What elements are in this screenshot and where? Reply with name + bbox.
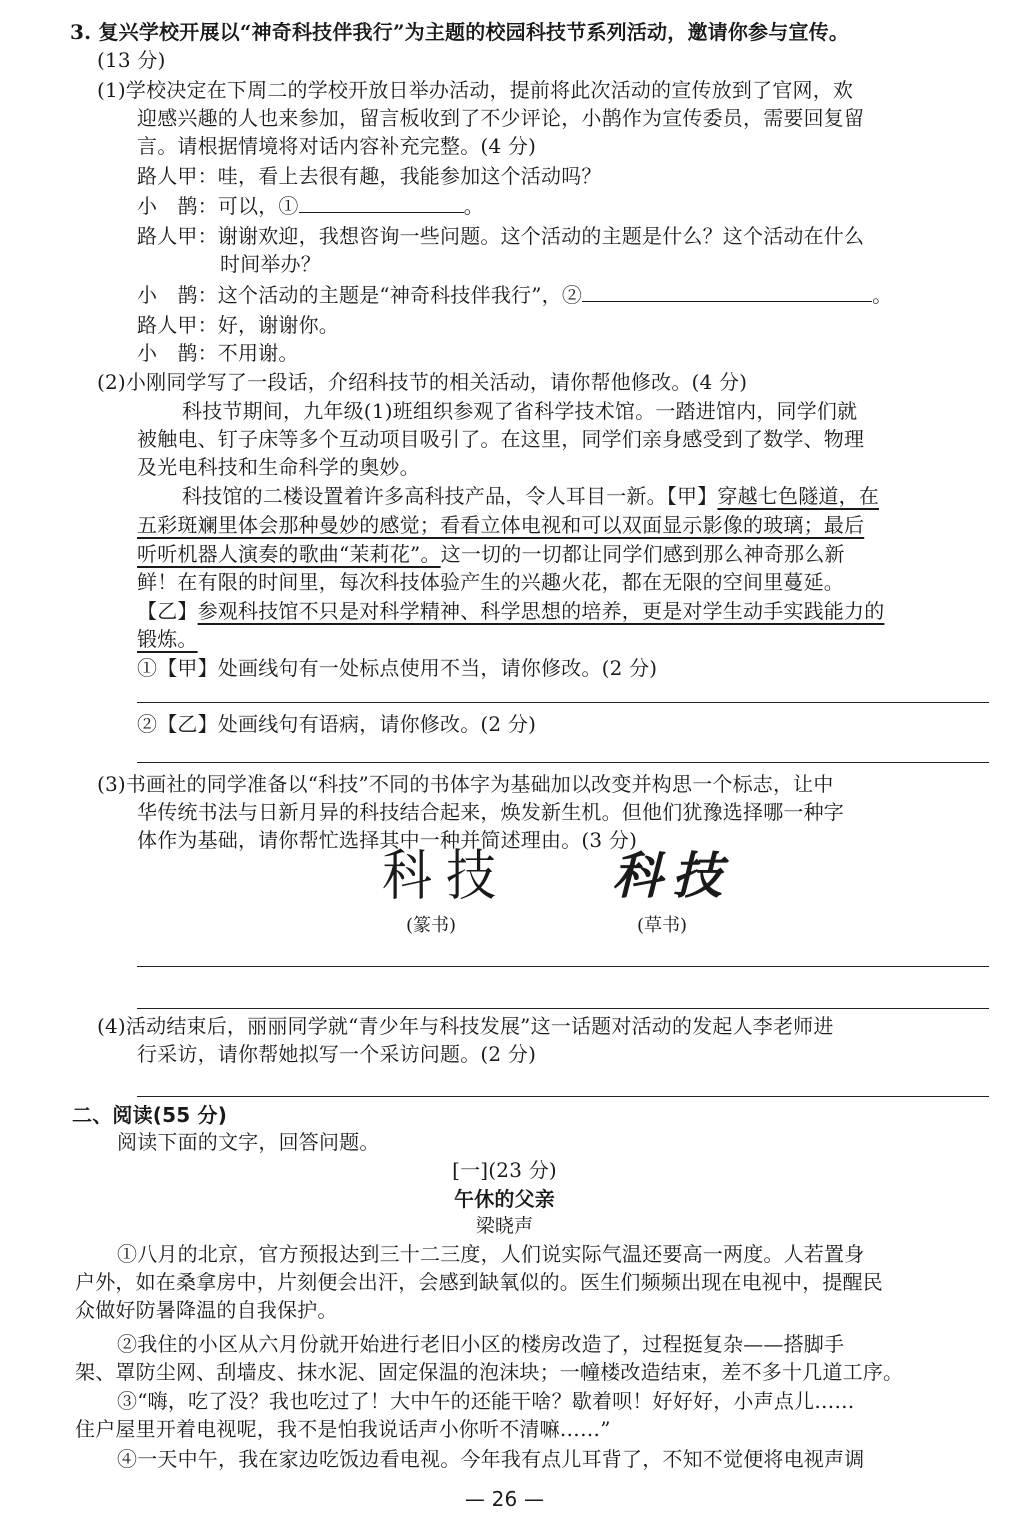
para-1-line1: ①八月的北京，官方预报达到三十二三度，人们说实际气温还要高一两度。人若置身 [117,1242,865,1266]
q3-score: (13 分) [97,48,166,72]
article-title: 午休的父亲 [454,1187,555,1211]
para-3-line1: ③“嗨，吃了没？我也吃过了！大中午的还能干啥？歇着呗！好好好，小声点儿…… [117,1389,855,1413]
q3-2-text-7: 鲜！在有限的时间里，每次科技体验产生的兴趣火花，都在无限的空间里蔓延。 [137,570,844,594]
answer-blank-2[interactable] [582,281,872,302]
answer-blank-1[interactable] [299,192,464,213]
answer-line-sub2[interactable] [137,762,989,763]
underlined-sentence-yi: 参观科技馆不只是对科学精神、科学思想的培养，更是对学生动手实践能力的 [197,599,885,623]
dialogue-5: 路人甲：好，谢谢你。 [137,313,339,337]
para-2-line2: 架、罩防尘网、刮墙皮、抹水泥、固定保温的泡沫块；一幢楼改造结束，差不多十几道工序。 [75,1360,904,1384]
answer-line-sub1[interactable] [137,702,989,703]
answer-line-q3-3a[interactable] [137,966,989,967]
q3-2-text-4: 科技馆的二楼设置着许多高科技产品，令人耳目一新。【甲】穿越七色隧道，在 [182,484,880,508]
q3-3-line1: (3)书画社的同学准备以“科技”不同的书体字为基础加以改变并构思一个标志，让中 [97,772,834,796]
dialogue-2: 小 鹊：可以，① 。 [137,194,484,218]
q3-2-sub1: ①【甲】处画线句有一处标点使用不当，请你修改。(2 分) [137,656,658,680]
q3-2-text-6: 听听机器人演奏的歌曲“茉莉花”。这一切的一切都让同学们感到那么神奇那么新 [137,542,845,566]
q3-2-text-3: 及光电科技和生命科学的奥妙。 [137,455,420,479]
q3-1-line2: 迎感兴趣的人也来参加，留言板收到了不少评论，小鹊作为宣传委员，需要回复留 [137,106,865,130]
dialogue-6: 小 鹊：不用谢。 [137,341,299,365]
para-1-line2: 户外，如在桑拿房中，片刻便会出汗，会感到缺氧似的。医生们频频出现在电视中，提醒民 [75,1270,883,1294]
q3-2-text-2: 被触电、钉子床等多个互动项目吸引了。在这里，同学们亲身感受到了数学、物理 [137,427,865,451]
dialogue-1: 路人甲：哇，看上去很有趣，我能参加这个活动吗？ [137,164,602,188]
para-1-line3: 众做好防暑降温的自我保护。 [75,1298,338,1322]
cursive-script-image: 科技 [612,846,732,905]
seal-script-caption: (篆书) [406,915,457,936]
para-2-line1: ②我住的小区从六月份就开始进行老旧小区的楼房改造了，过程挺复杂——搭脚手 [117,1332,845,1356]
q3-1-line1: (1)学校决定在下周二的学校开放日举办活动，提前将此次活动的宣传放到了官网，欢 [97,78,854,102]
q3-1-line3: 言。请根据情境将对话内容补充完整。(4 分) [137,134,537,158]
dialogue-3-cont: 时间举办？ [220,252,321,276]
q3-heading: 3. 复兴学校开展以“神奇科技伴我行”为主题的校园科技节系列活动，邀请你参与宣传。 [70,20,850,44]
q3-3-line2: 华传统书法与日新月异的科技结合起来，焕发新生机。但他们犹豫选择哪一种字 [137,800,844,824]
underlined-sentence-jia: 穿越七色隧道，在 [717,484,880,508]
q3-4-line1: (4)活动结束后，丽丽同学就“青少年与科技发展”这一话题对活动的发起人李老师进 [97,1014,834,1038]
para-3-line2: 住户屋里开着电视呢，我不是怕我说话声小你听不清嘛……” [75,1417,611,1441]
answer-line-q3-3b[interactable] [137,1008,989,1009]
para-4-line1: ④一天中午，我在家边吃饭边看电视。今年我有点儿耳背了，不知不觉便将电视声调 [117,1447,865,1471]
q3-3-line3: 体作为基础，请你帮忙选择其中一种并简述理由。(3 分) [137,828,638,852]
q3-2-text-5: 五彩斑斓里体会那种曼妙的感觉；看看立体电视和可以双面显示影像的玻璃；最后 [137,513,865,537]
answer-line-q3-4[interactable] [137,1096,989,1097]
page-number: — 26 — [464,1487,545,1511]
seal-script-image: 科技 [382,844,510,908]
q3-2-heading: (2)小刚同学写了一段话，介绍科技节的相关活动，请你帮他修改。(4 分) [97,370,748,394]
section-heading: 二、阅读(55 分) [72,1103,228,1127]
part-heading: [一](23 分) [452,1158,557,1182]
q3-2-text-8: 【乙】参观科技馆不只是对科学精神、科学思想的培养，更是对学生动手实践能力的 [137,599,885,623]
dialogue-3: 路人甲：谢谢欢迎，我想咨询一些问题。这个活动的主题是什么？这个活动在什么 [137,224,865,248]
section-instruction: 阅读下面的文字，回答问题。 [117,1130,380,1154]
article-author: 梁晓声 [475,1215,534,1237]
dialogue-4: 小 鹊：这个活动的主题是“神奇科技伴我行”，② 。 [137,283,893,307]
q3-2-sub2: ②【乙】处画线句有语病，请你修改。(2 分) [137,712,537,736]
q3-2-text-1: 科技节期间，九年级(1)班组织参观了省科学技术馆。一踏进馆内，同学们就 [182,399,858,423]
cursive-script-caption: (草书) [637,915,688,936]
q3-2-text-9: 锻炼。 [137,627,198,651]
q3-4-line2: 行采访，请你帮她拟写一个采访问题。(2 分) [137,1042,537,1066]
